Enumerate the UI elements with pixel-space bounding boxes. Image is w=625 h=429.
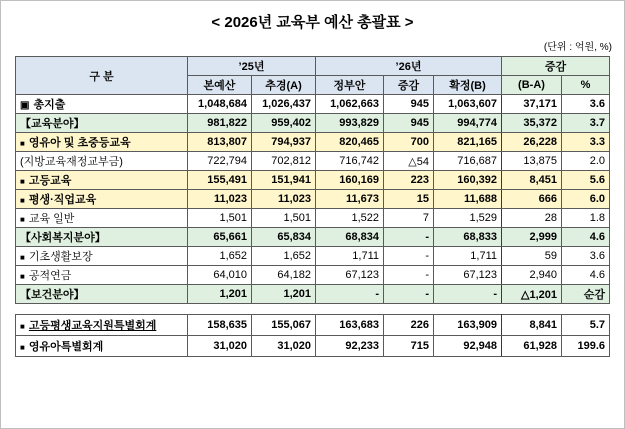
row-label: 고등교육	[28, 175, 72, 187]
cell-supplementary: 959,402	[251, 114, 315, 133]
table-body	[15, 95, 609, 304]
square-bullet-icon	[20, 320, 29, 332]
cell-ba: 666	[502, 190, 562, 209]
cell-delta: 7	[384, 209, 434, 228]
row-label-cell	[15, 266, 187, 285]
row-label-cell	[15, 285, 187, 304]
table-row	[16, 315, 610, 336]
header-pct: %	[562, 76, 610, 95]
cell-confirmed: 1,711	[434, 247, 502, 266]
cell-pct: 6.0	[562, 190, 610, 209]
cell-gov-plan: 68,834	[316, 228, 384, 247]
row-label: 평생·직업교육	[28, 194, 97, 206]
header-gov-plan: 정부안	[316, 76, 384, 95]
header-confirmed: 확정(B)	[434, 76, 502, 95]
cell-pct: 199.6	[562, 336, 610, 357]
cell-pct: 5.6	[562, 171, 610, 190]
cell-gov-plan: 163,683	[316, 315, 384, 336]
cell-delta: -	[384, 228, 434, 247]
cell-pct: 3.3	[562, 133, 610, 152]
cell-delta: 223	[384, 171, 434, 190]
table-row	[15, 190, 609, 209]
cell-pct: 3.7	[562, 114, 610, 133]
budget-summary-table	[15, 56, 610, 304]
table-row	[15, 228, 609, 247]
table-row	[15, 285, 609, 304]
cell-ba: 35,372	[502, 114, 562, 133]
cell-supplementary: 1,652	[251, 247, 315, 266]
cell-delta: 945	[384, 95, 434, 114]
cell-delta: 226	[384, 315, 434, 336]
cell-ba: 37,171	[502, 95, 562, 114]
double-square-bullet-icon	[20, 99, 33, 111]
cell-confirmed: 1,529	[434, 209, 502, 228]
square-bullet-icon	[20, 213, 29, 225]
table-row	[15, 95, 609, 114]
cell-gov-plan: 67,123	[316, 266, 384, 285]
row-label: 【보건분야】	[19, 289, 85, 301]
cell-main-budget: 1,201	[187, 285, 251, 304]
table-row	[15, 114, 609, 133]
row-label: 고등평생교육지원특별회계	[28, 320, 157, 332]
cell-delta: -	[384, 266, 434, 285]
cell-gov-plan: 1,711	[316, 247, 384, 266]
square-bullet-icon	[20, 251, 29, 263]
row-label: (지방교육재정교부금)	[19, 156, 123, 168]
cell-supplementary: 1,501	[251, 209, 315, 228]
cell-pct: 4.6	[562, 266, 610, 285]
cell-delta: 700	[384, 133, 434, 152]
cell-confirmed: 1,063,607	[434, 95, 502, 114]
special-accounts-body	[16, 315, 610, 357]
row-label-cell	[15, 247, 187, 266]
cell-supplementary: 1,026,437	[251, 95, 315, 114]
cell-main-budget: 1,652	[187, 247, 251, 266]
table-row	[15, 247, 609, 266]
table-header	[15, 57, 609, 95]
table-row	[15, 266, 609, 285]
row-label-cell	[15, 95, 187, 114]
cell-main-budget: 158,635	[188, 315, 252, 336]
cell-gov-plan: 11,673	[316, 190, 384, 209]
cell-pct: 4.6	[562, 228, 610, 247]
cell-pct: 2.0	[562, 152, 610, 171]
cell-delta: -	[384, 247, 434, 266]
unit-note: (단위 : 억원, %)	[543, 42, 612, 53]
cell-gov-plan: -	[316, 285, 384, 304]
cell-supplementary: 794,937	[251, 133, 315, 152]
cell-main-budget: 64,010	[187, 266, 251, 285]
cell-confirmed: -	[434, 285, 502, 304]
cell-gov-plan: 1,522	[316, 209, 384, 228]
cell-pct: 5.7	[562, 315, 610, 336]
special-accounts-table	[15, 314, 610, 357]
row-label: 【사회복지분야】	[19, 232, 106, 244]
row-label: 공적연금	[28, 270, 72, 282]
cell-supplementary: 151,941	[251, 171, 315, 190]
cell-main-budget: 31,020	[188, 336, 252, 357]
row-label: 【교육분야】	[19, 118, 85, 130]
cell-ba: 2,940	[502, 266, 562, 285]
cell-main-budget: 155,491	[187, 171, 251, 190]
header-year-25: ’25년	[187, 57, 315, 76]
cell-confirmed: 994,774	[434, 114, 502, 133]
cell-delta: 945	[384, 114, 434, 133]
header-supplementary: 추경(A)	[251, 76, 315, 95]
row-label-cell	[15, 152, 187, 171]
cell-pct: 1.8	[562, 209, 610, 228]
square-bullet-icon	[20, 137, 29, 149]
cell-ba: 2,999	[502, 228, 562, 247]
row-label: 영유아 및 초중등교육	[28, 137, 131, 149]
row-label: 교육 일반	[28, 213, 75, 225]
header-delta: 증감	[384, 76, 434, 95]
square-bullet-icon	[20, 175, 29, 187]
cell-supplementary: 31,020	[252, 336, 316, 357]
cell-supplementary: 64,182	[251, 266, 315, 285]
cell-confirmed: 163,909	[434, 315, 502, 336]
square-bullet-icon	[20, 270, 29, 282]
table-row	[15, 133, 609, 152]
cell-gov-plan: 160,169	[316, 171, 384, 190]
row-label: 총지출	[33, 99, 66, 111]
cell-gov-plan: 92,233	[316, 336, 384, 357]
square-bullet-icon	[20, 341, 29, 353]
cell-supplementary: 155,067	[252, 315, 316, 336]
header-year-26: ’26년	[316, 57, 502, 76]
row-label-cell	[15, 228, 187, 247]
cell-delta: △54	[384, 152, 434, 171]
cell-delta: -	[384, 285, 434, 304]
header-change: 증감	[502, 57, 610, 76]
row-label: 기초생활보장	[28, 251, 93, 263]
cell-ba: 13,875	[502, 152, 562, 171]
page-title: < 2026년 교육부 예산 총괄표 >	[211, 14, 414, 31]
cell-delta: 715	[384, 336, 434, 357]
cell-main-budget: 981,822	[187, 114, 251, 133]
cell-pct: 순감	[562, 285, 610, 304]
cell-ba: 59	[502, 247, 562, 266]
cell-main-budget: 11,023	[187, 190, 251, 209]
table-row	[15, 209, 609, 228]
cell-ba: 8,451	[502, 171, 562, 190]
cell-gov-plan: 1,062,663	[316, 95, 384, 114]
cell-main-budget: 65,661	[187, 228, 251, 247]
cell-confirmed: 92,948	[434, 336, 502, 357]
cell-ba: 61,928	[502, 336, 562, 357]
cell-supplementary: 1,201	[251, 285, 315, 304]
cell-gov-plan: 716,742	[316, 152, 384, 171]
header-category: 구 분	[15, 57, 187, 95]
header-main-budget: 본예산	[187, 76, 251, 95]
cell-confirmed: 160,392	[434, 171, 502, 190]
cell-gov-plan: 993,829	[316, 114, 384, 133]
table-row	[15, 152, 609, 171]
cell-confirmed: 11,688	[434, 190, 502, 209]
row-label-cell	[16, 315, 188, 336]
row-label-cell	[16, 336, 188, 357]
cell-confirmed: 716,687	[434, 152, 502, 171]
cell-main-budget: 1,501	[187, 209, 251, 228]
cell-pct: 3.6	[562, 247, 610, 266]
cell-main-budget: 813,807	[187, 133, 251, 152]
cell-ba: 8,841	[502, 315, 562, 336]
table-row	[16, 336, 610, 357]
cell-supplementary: 65,834	[251, 228, 315, 247]
cell-pct: 3.6	[562, 95, 610, 114]
cell-main-budget: 1,048,684	[187, 95, 251, 114]
cell-gov-plan: 820,465	[316, 133, 384, 152]
cell-confirmed: 67,123	[434, 266, 502, 285]
cell-confirmed: 68,833	[434, 228, 502, 247]
cell-delta: 15	[384, 190, 434, 209]
cell-supplementary: 702,812	[251, 152, 315, 171]
cell-ba: 28	[502, 209, 562, 228]
square-bullet-icon	[20, 194, 29, 206]
row-label-cell	[15, 190, 187, 209]
header-ba: (B-A)	[502, 76, 562, 95]
row-label-cell	[15, 114, 187, 133]
row-label: 영유아특별회계	[28, 341, 104, 353]
row-label-cell	[15, 171, 187, 190]
table-row	[15, 171, 609, 190]
cell-confirmed: 821,165	[434, 133, 502, 152]
row-label-cell	[15, 209, 187, 228]
cell-ba: 26,228	[502, 133, 562, 152]
cell-supplementary: 11,023	[251, 190, 315, 209]
cell-main-budget: 722,794	[187, 152, 251, 171]
cell-ba: △1,201	[502, 285, 562, 304]
row-label-cell	[15, 133, 187, 152]
